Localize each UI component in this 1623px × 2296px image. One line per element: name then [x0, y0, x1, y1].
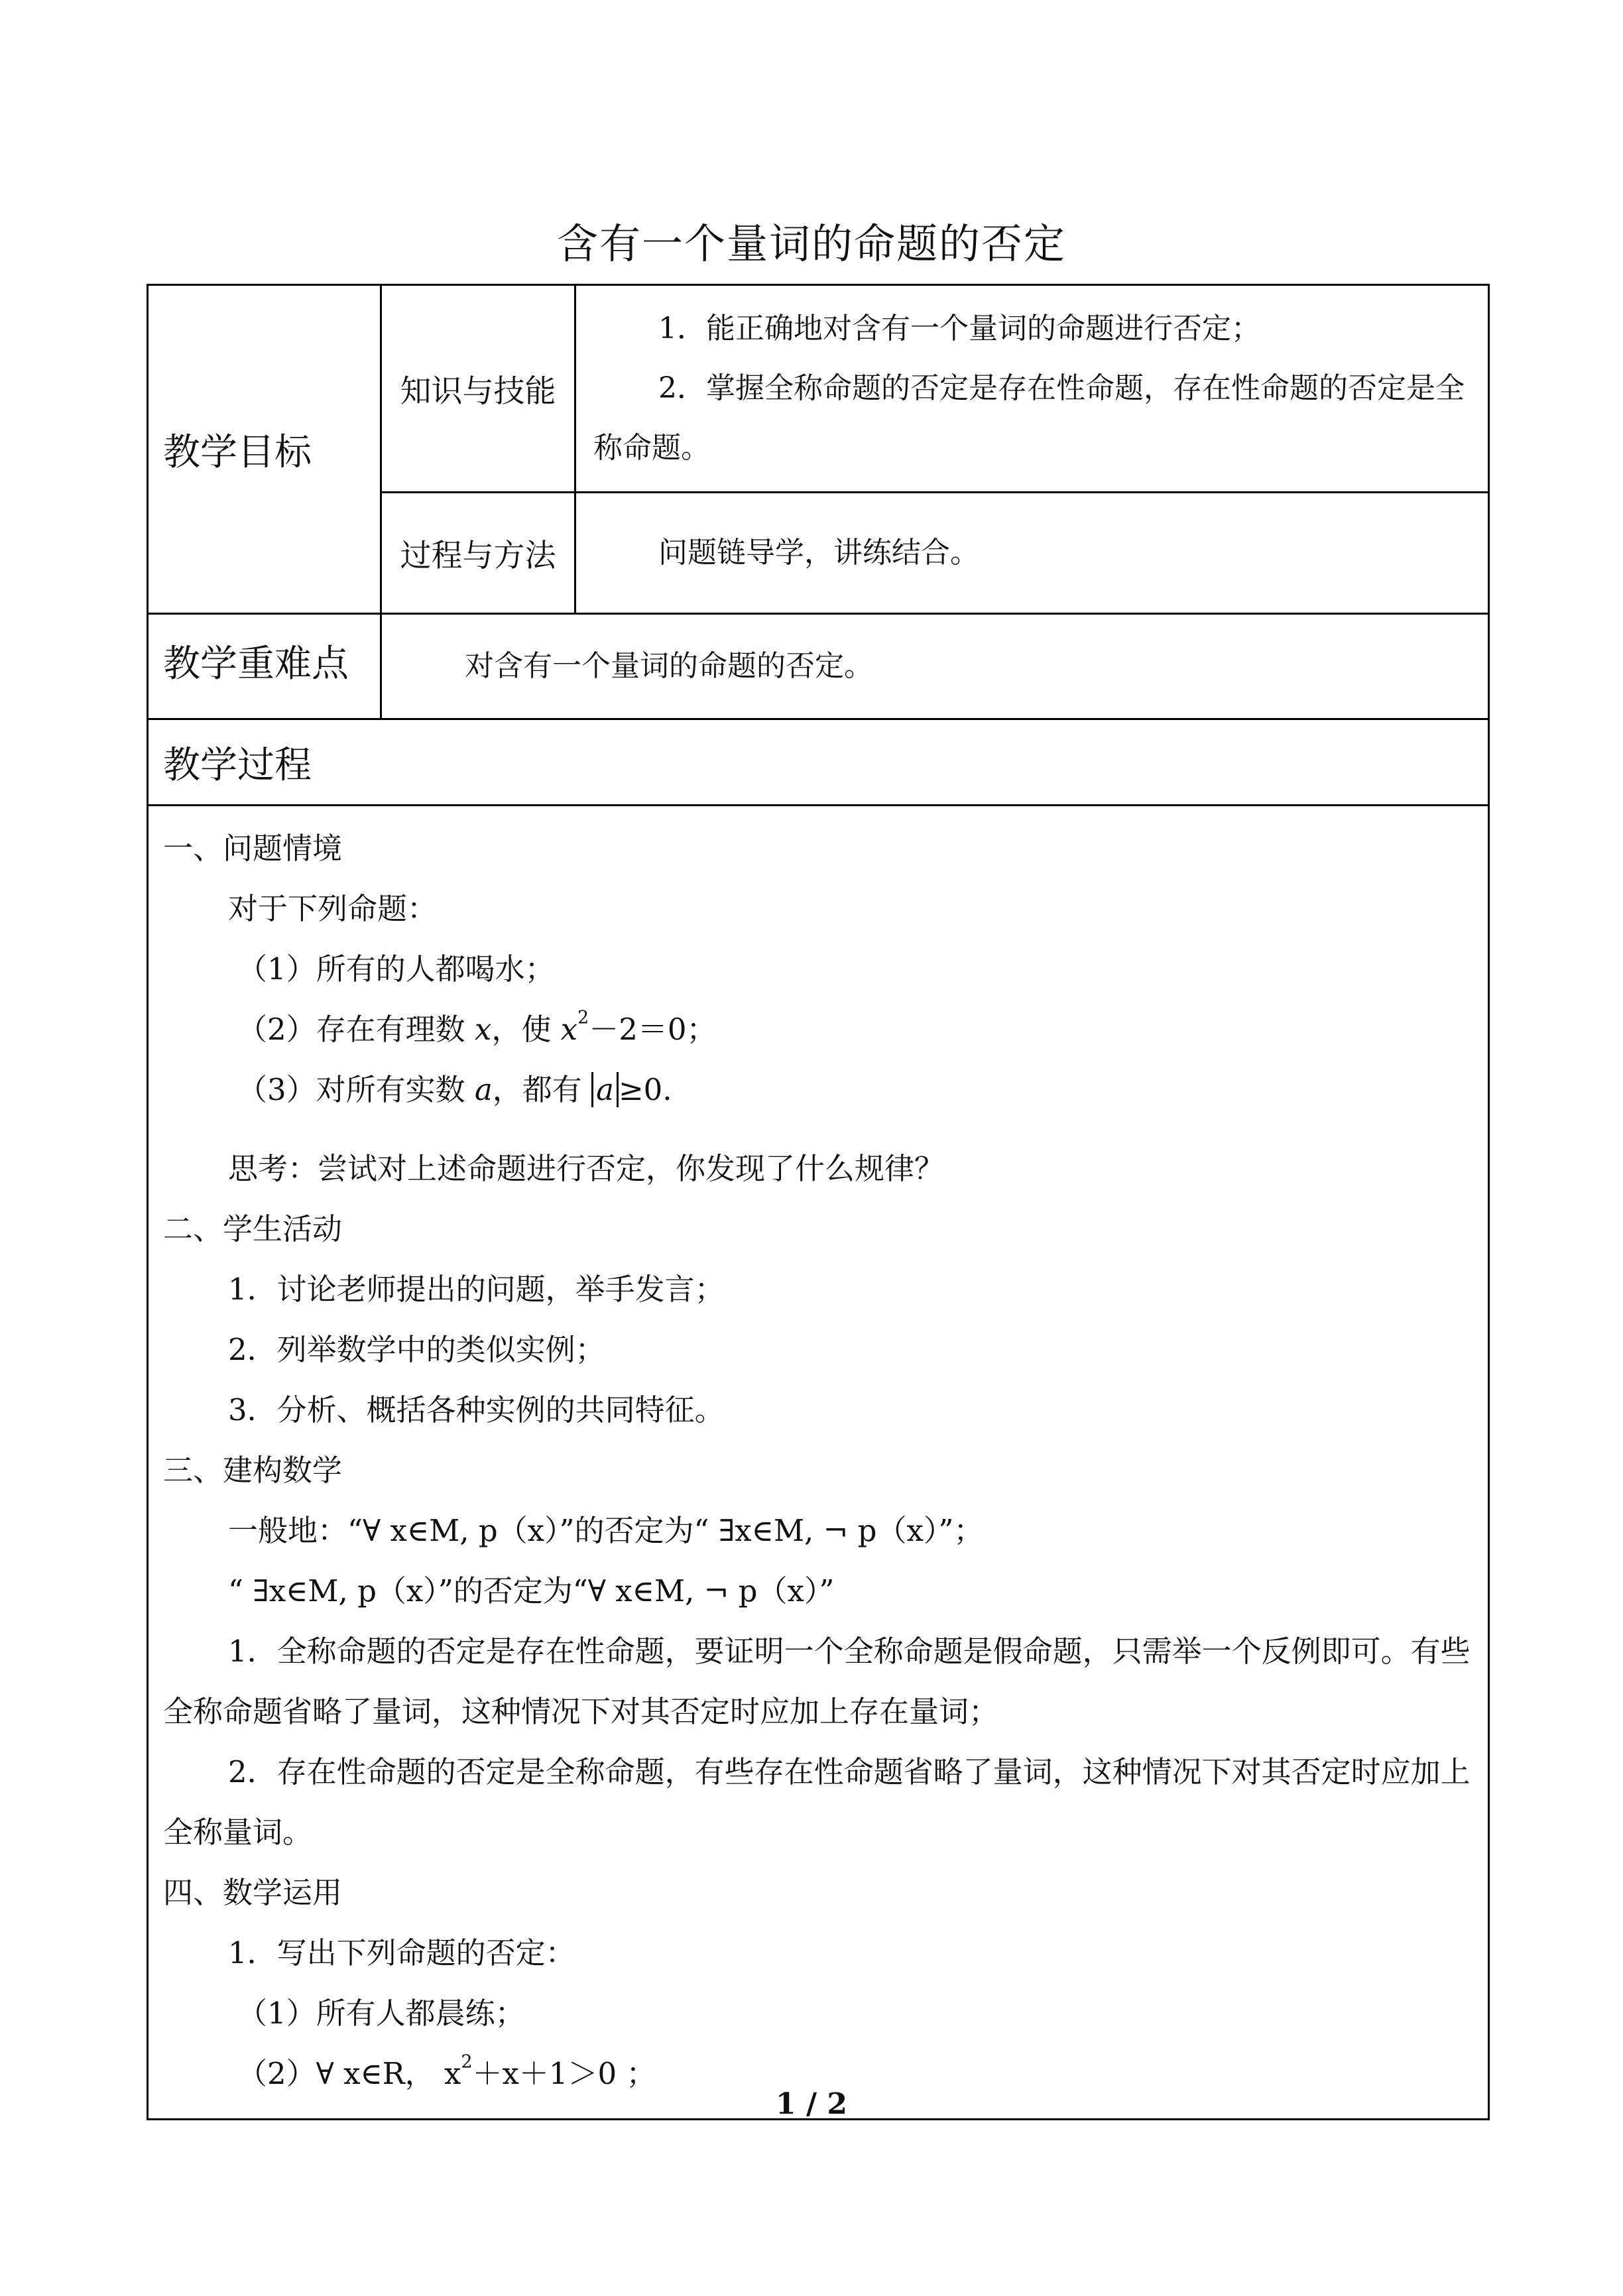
- list-item: 2．列举数学中的类似实例；: [228, 1332, 605, 1367]
- section-heading: 二、学生活动: [163, 1211, 343, 1246]
- key-points-content: 对含有一个量词的命题的否定。: [381, 614, 1489, 719]
- proposition-item: （3）对所有实数 a，都有 a ≥0.: [237, 1072, 672, 1107]
- process-content: [148, 806, 1489, 2120]
- section-heading: 一、问题情境: [163, 831, 343, 866]
- exercise-item: （1）所有人都晨练；: [237, 1996, 525, 2031]
- section-heading: 三、建构数学: [163, 1453, 343, 1488]
- process-label: 教学过程: [148, 719, 1489, 806]
- list-item: 1．讨论老师提出的问题，举手发言；: [228, 1272, 725, 1307]
- list-item: 2．存在性命题的否定是全称命题，有些存在性命题省略了量词，这种情况下对其否定时应加上全称量词。: [163, 1754, 1471, 1850]
- key-points-row: [148, 614, 1489, 719]
- knowledge-item: 2．掌握全称命题的否定是存在性命题，存在性命题的否定是全称命题。: [593, 371, 1465, 465]
- section-heading: 四、数学运用: [163, 1875, 343, 1910]
- absolute-value: a: [591, 1072, 619, 1107]
- section-text: 思考：尝试对上述命题进行否定，你发现了什么规律？: [228, 1151, 945, 1186]
- process-body-row: [148, 806, 1489, 2120]
- list-item: 1．全称命题的否定是存在性命题，要证明一个全称命题是假命题，只需举一个反例即可。有些全称命题省略了量词，这种情况下对其否定时应加上存在量词；: [163, 1634, 1471, 1729]
- objectives-row-knowledge: [148, 285, 1489, 493]
- proposition-item: （2）存在有理数 x，使 $x^2-2=0$；: [237, 1007, 717, 1047]
- lesson-plan-table: [147, 284, 1490, 2120]
- method-text: 问题链导学，讲练结合。: [658, 536, 979, 570]
- list-item: 1．写出下列命题的否定：: [228, 1935, 575, 1970]
- proposition-item: （1）所有的人都喝水；: [237, 951, 555, 987]
- objectives-label: 教学目标: [148, 285, 381, 614]
- page-number: 1 / 2: [776, 2087, 847, 2121]
- knowledge-content: [575, 285, 1489, 493]
- formula-line: “ ∃x∈M, p（x）”的否定为“∀ x∈M, ¬ p（x）”: [228, 1573, 835, 1608]
- method-content: [575, 493, 1489, 614]
- exercise-item: （2）∀ x∈R， $x^2+x+1>0$ ；: [237, 2051, 656, 2091]
- key-points-label: 教学重难点: [148, 614, 381, 719]
- page-title: 含有一个量词的命题的否定: [556, 219, 1066, 268]
- list-item: 3．分析、概括各种实例的共同特征。: [228, 1392, 725, 1427]
- section-text: 对于下列命题：: [228, 891, 438, 926]
- knowledge-item: 1．能正确地对含有一个量词的命题进行否定；: [658, 312, 1260, 345]
- method-label: 过程与方法: [381, 493, 575, 614]
- process-header-row: [148, 719, 1489, 806]
- formula-line: 一般地：“∀ x∈M, p（x）”的否定为“ ∃x∈M, ¬ p（x）”；: [228, 1513, 984, 1548]
- knowledge-label: 知识与技能: [381, 285, 575, 493]
